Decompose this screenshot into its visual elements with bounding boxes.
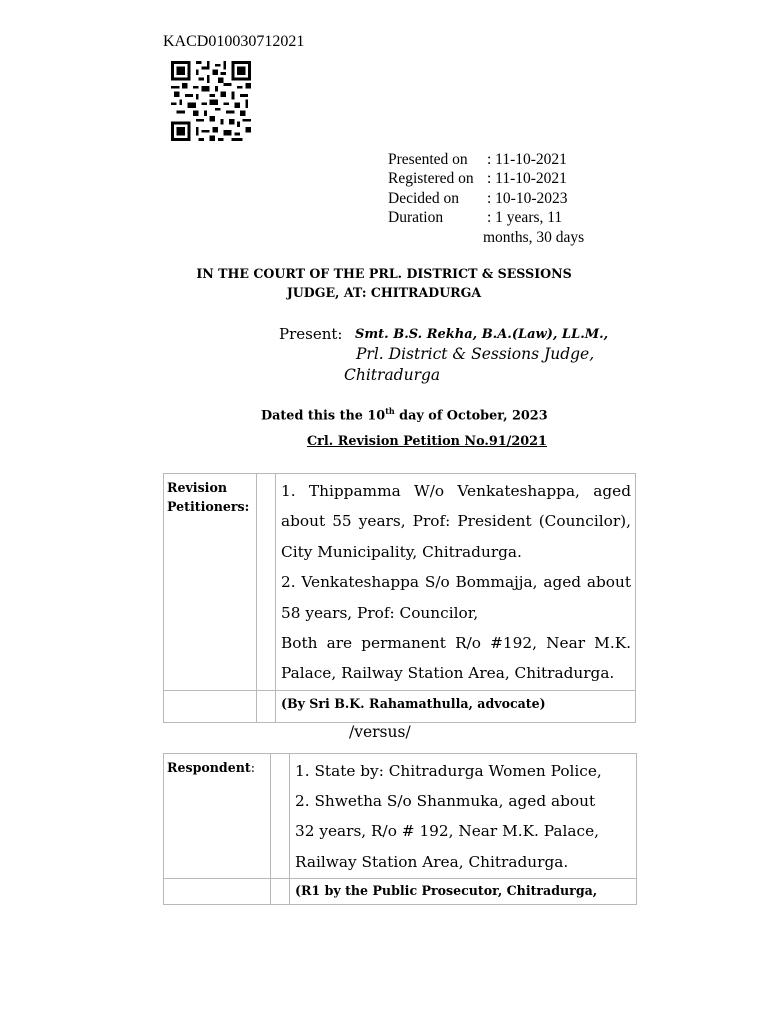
meta-value: : 10-10-2023 <box>487 189 568 207</box>
separator-cell <box>271 754 290 879</box>
petitioners-address: Both are permanent R/o #192, Near M.K. Palace, Railway Station Area, Chitradurga. <box>281 634 631 683</box>
meta-label: Duration <box>388 209 444 227</box>
case-dates <box>388 150 584 247</box>
separator-cell <box>257 690 276 722</box>
meta-label: Registered on <box>388 170 474 188</box>
respondent-advocate: (R1 by the Public Prosecutor, Chitradurga, <box>290 878 637 904</box>
respondent-line: 32 years, R/o # 192, Near M.K. Palace, <box>295 822 600 841</box>
petitioner-2: 2. Venkateshappa S/o Bommajja, aged about 58 years, Prof: Councilor, <box>281 573 631 622</box>
dated-prefix: Dated this the 10 <box>261 408 386 424</box>
dated-line <box>261 406 548 423</box>
separator-cell <box>271 878 290 904</box>
empty-cell <box>164 690 257 722</box>
meta-value: : 1 years, 11 <box>487 209 563 227</box>
meta-label: Decided on <box>388 189 460 207</box>
duration-continuation: months, 30 days <box>483 228 585 246</box>
empty-cell <box>164 878 271 904</box>
meta-value: : 11-10-2021 <box>487 170 567 188</box>
court-heading-line1: IN THE COURT OF THE PRL. DISTRICT & SESSIONS <box>196 266 572 281</box>
respondent-line: 1. State by: Chitradurga Women Police, <box>295 762 602 780</box>
place: Chitradurga <box>344 366 441 384</box>
petitioner-1: 1. Thippamma W/o Venkateshappa, aged about 55 years, Prof: President (Councilor), City Municipality, Chitradurga. <box>281 482 631 561</box>
petitioners-label-line2: Petitioners: <box>167 499 250 514</box>
qr-code <box>171 59 251 143</box>
respondent-label <box>164 754 271 879</box>
petition-number: Crl. Revision Petition No.91/2021 <box>307 434 547 449</box>
separator-cell <box>257 474 276 691</box>
respondent-line: 2. Shwetha S/o Shanmuka, aged about <box>295 792 596 811</box>
petitioners-table <box>163 473 636 723</box>
meta-value: : 11-10-2021 <box>487 151 567 168</box>
petitioners-advocate: (By Sri B.K. Rahamathulla, advocate) <box>276 690 636 722</box>
case-number: KACD010030712021 <box>163 33 305 50</box>
respondent-line: Railway Station Area, Chitradurga. <box>295 852 569 871</box>
designation: Prl. District & Sessions Judge, <box>356 345 595 363</box>
dated-sup: th <box>385 406 395 416</box>
court-heading <box>150 264 618 302</box>
respondent-details <box>290 754 637 879</box>
registered-on-row <box>388 169 584 188</box>
respondent-label-text: Respondent <box>167 760 251 775</box>
meta-label: Presented on <box>388 151 468 168</box>
petitioners-details <box>276 474 636 691</box>
respondent-label-colon: : <box>250 760 255 775</box>
court-heading-line2: JUDGE, AT: CHITRADURGA <box>286 285 482 300</box>
presiding-officer: Smt. B.S. Rekha, B.A.(Law), LL.M., <box>355 327 609 342</box>
present-label: Present: <box>279 325 343 343</box>
presented-on-row <box>388 150 584 169</box>
petitioners-label-line1: Revision <box>167 480 228 495</box>
respondent-table <box>163 753 637 905</box>
duration-row <box>388 208 584 227</box>
petitioners-label <box>164 474 257 691</box>
dated-suffix: day of October, 2023 <box>394 408 548 424</box>
versus-label: /versus/ <box>349 723 411 741</box>
decided-on-row <box>388 189 584 208</box>
